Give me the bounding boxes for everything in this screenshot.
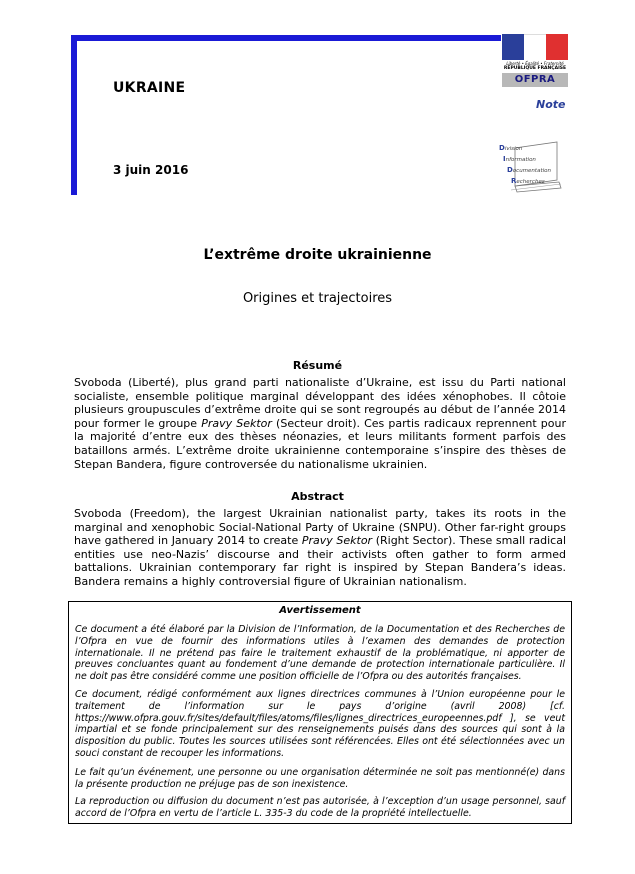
didr-line: Recherches [511,177,545,185]
document-title: L’extrême droite ukrainienne [203,247,432,263]
document-date: 3 juin 2016 [113,163,189,177]
resume-text: Svoboda (Liberté), plus grand parti nationaliste d’Ukraine, est issu du Parti national socialiste, ensemble politique marginal développant des idées xénophobes. Il côtoie plusieurs groupuscules d’extrême droite qui se sont regroupés au début de l’année 2014 pour former le groupe Pravy Sektor (Secteur droit). Ces partis radicaux reprennent pour la majorité d’entre eux des thèses néonazies, et leurs militants forment parfois des bataillons armés. L’extrême droite ukrainienne contemporaine s’inspire des thèses de Stepan Bandera, figure controversée du nationalisme ukrainien. [74,376,566,471]
abstract-text: Svoboda (Freedom), the largest Ukrainian nationalist party, takes its roots in the marginal and xenophobic Social-National Party of Ukraine (SNPU). Other far-right groups have gathered in January 2014 to create Pravy Sektor (Right Sector). These small radical entities use neo-Nazis’ discourse and their activists often gather to form armed battalions. Ukrainian contemporary far right is inspired by Stepan Bandera’s ideas. Bandera remains a highly controversial figure of Ukrainian nationalism. [74,507,566,588]
warning-paragraph: Ce document, rédigé conformément aux lignes directrices communes à l’Union européenne pour le traitement de l’information sur le pays d’origine (avril 2008) [cf. https://www.ofpra.gouv.fr/sites/default/files/atoms/files/lignes_directrices_europeennes.pdf ], se veut impartial et se fonde principalement sur des renseignements puisés dans des sources qui sont à la disposition du public. Toutes les sources utilisées sont référencées. Elles ont été sélectionnées avec un souci constant de recouper les informations. [75,689,565,759]
warning-paragraph: Le fait qu’un événement, une personne ou une organisation déterminée ne soit pas mentionné(e) dans la présente production ne préjuge pas de son inexistence. [75,767,565,790]
document-subtitle: Origines et trajectoires [242,291,393,306]
logo-republic: RÉPUBLIQUE FRANÇAISE [503,66,567,71]
warning-paragraph: Ce document a été élaboré par la Division de l’Information, de la Documentation et des Recherches de l’Ofpra en vue de fournir des informations utiles à l’examen des demandes de protection internationale. Il ne prétend pas faire le traitement exhaustif de la problématique, ni apporter de preuves concluantes quant au fondement d’une demande de protection internationale particulière. Il ne doit pas être considéré comme une position officielle de l’Ofpra ou des autorités françaises. [75,624,565,683]
abstract-heading: Abstract [291,490,344,503]
didr-logo [495,138,565,196]
resume-heading: Résumé [292,359,343,372]
note-label: Note [536,98,566,111]
country-title: UKRAINE [113,80,186,96]
warning-paragraph: La reproduction ou diffusion du document n’est pas autorisée, à l’exception d’un usage personnel, sauf accord de l’Ofpra en vertu de l’article L. 335-3 du code de la propriété intellectuelle. [75,796,565,819]
didr-line: Division [499,144,523,152]
logo-agency: OFPRA [502,73,568,87]
didr-line: Information [503,155,536,163]
ofpra-logo [502,34,568,92]
warning-box [68,601,572,824]
logo-tagline: Liberté • Égalité • Fraternité [506,61,564,66]
didr-line: Documentation [507,166,551,174]
marianne-flag-icon [502,34,568,60]
warning-title: Avertissement [279,605,361,616]
